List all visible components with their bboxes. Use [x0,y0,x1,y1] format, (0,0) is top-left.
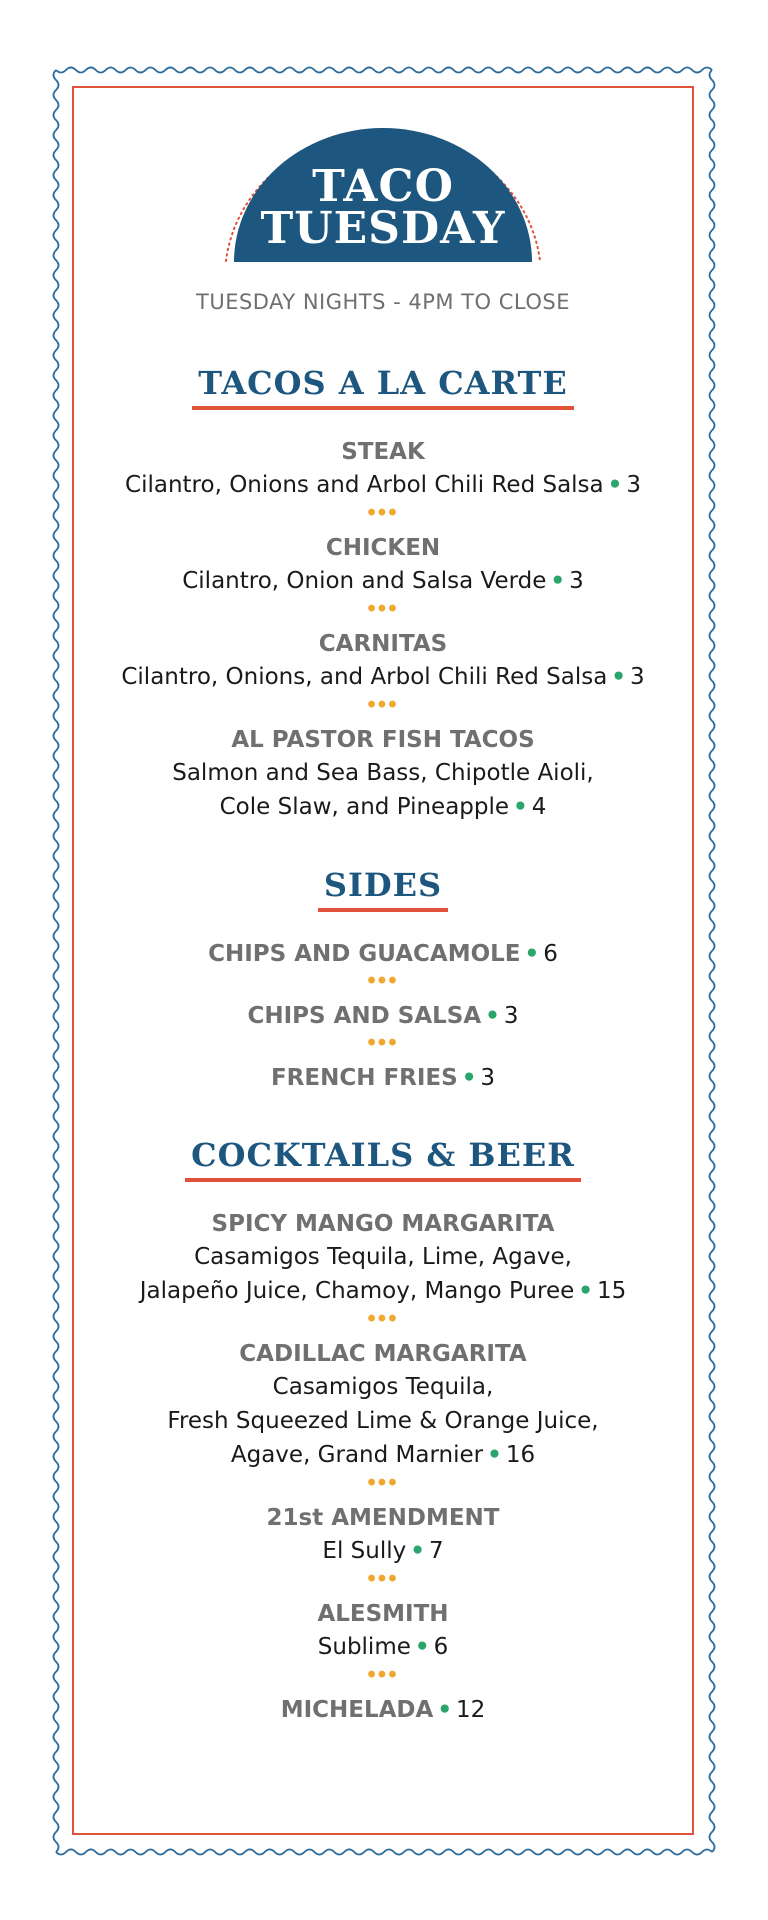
item-name-text: CHICKEN [325,535,441,561]
item-description-text: Salmon and Sea Bass, Chipotle Aioli, [172,760,594,786]
menu-item [72,1208,694,1308]
item-separator: ••• [367,595,399,622]
item-name-text: CADILLAC MARGARITA [239,1341,527,1367]
item-description-line [72,1438,694,1472]
item-name-text: FRENCH FRIES [270,1065,458,1091]
item-description-text: Casamigos Tequila, [272,1374,494,1400]
item-price: 15 [596,1278,627,1304]
menu-item [72,1694,694,1726]
menu-item [72,1000,694,1032]
item-name-text: ALESMITH [317,1601,449,1627]
item-description-text: Cilantro, Onions, and Arbol Chili Red Salsa [121,664,608,690]
item-separator: ••• [367,1661,399,1688]
item-description-text: Agave, Grand Marnier [230,1442,484,1468]
item-description-text: Fresh Squeezed Lime & Orange Juice, [167,1408,599,1434]
price-bullet: • [461,1065,477,1091]
price-bullet: • [578,1278,593,1304]
wavy-border-edge [54,70,59,1852]
price-bullet: • [414,1634,430,1660]
item-description-text: Casamigos Tequila, Lime, Agave, [194,1244,572,1270]
item-name [72,1208,694,1240]
menu-item [72,1062,694,1094]
item-name [72,1502,694,1534]
item-price: 7 [428,1538,444,1564]
item-name-text: CARNITAS [318,631,448,657]
drinks-section [72,1094,694,1726]
tacos-section [72,314,694,824]
sides-items [72,938,694,1094]
item-name-text: MICHELADA [280,1697,434,1723]
hours-subtitle: TUESDAY NIGHTS - 4PM TO CLOSE [196,290,570,314]
menu-content [72,86,694,1726]
item-description-line [72,756,694,790]
section-title-sides: SIDES [318,866,448,912]
item-name [72,1598,694,1630]
price-bullet: • [524,941,540,967]
item-separator: ••• [367,1029,399,1056]
title-line-1: TACO [312,161,454,212]
item-price: 3 [569,568,584,594]
item-price: 6 [433,1634,449,1660]
wavy-border-edge [56,1850,712,1855]
item-description-text: Cilantro, Onion and Salsa Verde [182,568,547,594]
item-description-line [72,1404,694,1438]
wavy-border-edge [710,70,715,1852]
price-bullet: • [437,1697,453,1723]
item-description-text: Cole Slaw, and Pineapple [219,794,510,820]
wavy-border-edge [56,68,712,73]
item-price: 6 [543,941,558,967]
menu-item [72,532,694,598]
menu-item [72,938,694,970]
menu-item [72,724,694,824]
item-description-line [72,1630,694,1664]
item-name [72,724,694,756]
item-description-line [72,1370,694,1404]
price-bullet: • [487,1442,502,1468]
item-description-line [72,468,694,502]
item-separator: ••• [367,1469,399,1496]
item-name [72,628,694,660]
price-bullet: • [607,472,623,498]
item-description-line [72,660,694,694]
item-price: 3 [630,664,645,690]
item-description-text: Cilantro, Onions and Arbol Chili Red Salsa [125,472,604,498]
item-name [72,532,694,564]
item-name-text: CHIPS AND GUACAMOLE [208,941,521,967]
item-description-line [72,790,694,824]
item-name [72,1062,694,1094]
item-separator: ••• [367,1565,399,1592]
item-name-text: AL PASTOR FISH TACOS [231,727,535,753]
menu-item [72,436,694,502]
item-separator: ••• [367,691,399,718]
section-title-tacos: TACOS A LA CARTE [192,364,573,410]
item-description-line [72,1274,694,1308]
item-description-line [72,1534,694,1568]
item-separator: ••• [367,967,399,994]
header-dome [218,116,548,264]
title-line-2: TUESDAY [260,203,506,254]
item-name-text: SPICY MANGO MARGARITA [211,1211,555,1237]
item-separator: ••• [367,499,399,526]
item-price: 4 [531,794,547,820]
menu-item [72,628,694,694]
item-price: 3 [503,1003,519,1029]
item-price: 3 [480,1065,496,1091]
item-description-line [72,564,694,598]
tacos-items [72,436,694,824]
price-bullet: • [550,568,566,594]
menu-item [72,1502,694,1568]
price-bullet: • [485,1003,500,1029]
item-separator: ••• [367,1305,399,1332]
sides-section [72,824,694,1094]
page-title [218,161,548,254]
item-name-text: CHIPS AND SALSA [247,1003,482,1029]
item-name [72,436,694,468]
item-name-text: STEAK [341,439,425,465]
item-description-line [72,1240,694,1274]
item-name-text: 21st AMENDMENT [266,1505,500,1531]
price-bullet: • [410,1538,425,1564]
item-name [72,1694,694,1726]
item-description-text: El Sully [322,1538,407,1564]
price-bullet: • [611,664,626,690]
item-description-text: Sublime [317,1634,411,1660]
item-description-text: Jalapeño Juice, Chamoy, Mango Puree [139,1278,575,1304]
menu-item [72,1598,694,1664]
item-name [72,938,694,970]
item-price: 3 [626,472,641,498]
section-title-drinks: COCKTAILS & BEER [185,1136,581,1182]
item-name [72,1000,694,1032]
drinks-items [72,1208,694,1726]
item-name [72,1338,694,1370]
item-price: 16 [505,1442,536,1468]
menu-item [72,1338,694,1472]
item-price: 12 [456,1697,486,1723]
price-bullet: • [513,794,528,820]
